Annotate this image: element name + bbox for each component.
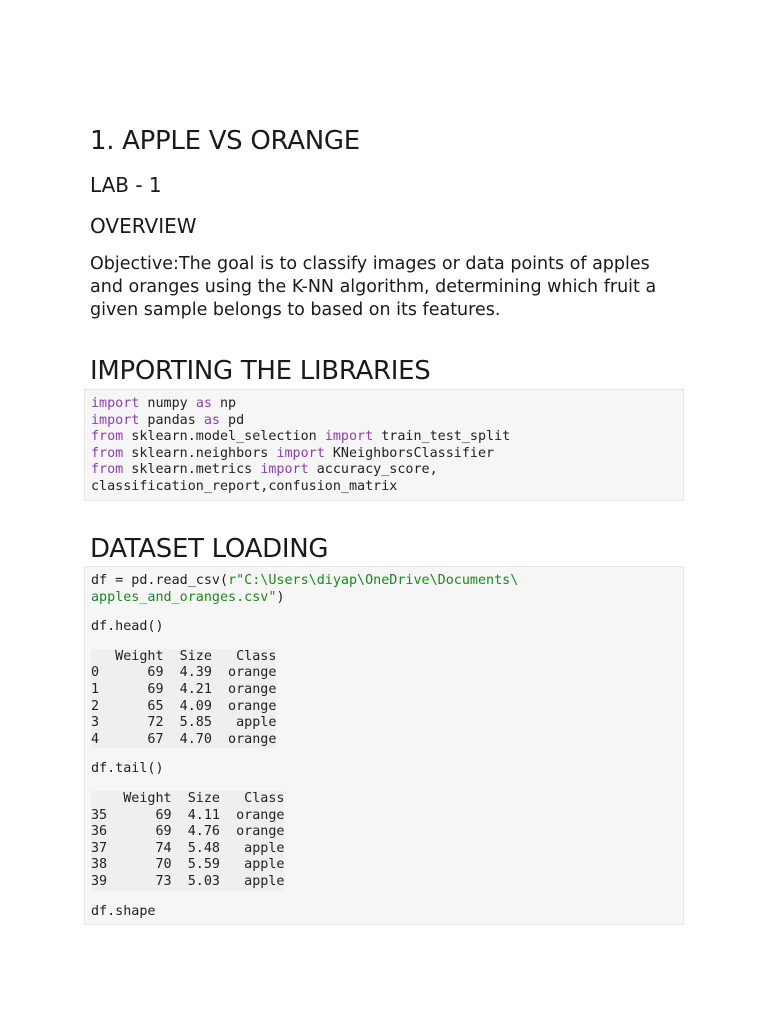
tail-output-table bbox=[91, 791, 284, 891]
lab-label: LAB - 1 bbox=[90, 173, 162, 197]
table-row: 35 69 4.11 orange bbox=[91, 807, 285, 823]
table-row: 3 72 5.85 apple bbox=[91, 715, 277, 731]
section-heading-importing: IMPORTING THE LIBRARIES bbox=[90, 356, 431, 386]
code-line-tail-call: df.tail() bbox=[91, 761, 164, 777]
code-line: classification_report,confusion_matrix bbox=[91, 478, 398, 494]
section-heading-dataset: DATASET LOADING bbox=[90, 534, 329, 564]
table-row: 2 65 4.09 orange bbox=[91, 698, 277, 714]
table-row: Weight Size Class bbox=[91, 790, 285, 806]
code-line-shape-call: df.shape bbox=[91, 903, 156, 919]
objective-paragraph: Objective:The goal is to classify images or data points of apples and oranges using the K-NN algorithm, determining which fruit a given sample belongs to based on its features. bbox=[90, 254, 657, 320]
code-line: from sklearn.neighbors import KNeighborsClassifier bbox=[91, 445, 495, 461]
code-line: import numpy as np bbox=[91, 396, 237, 411]
table-row: 39 73 5.03 apple bbox=[91, 873, 285, 889]
table-row: 38 70 5.59 apple bbox=[91, 857, 285, 873]
head-output-table bbox=[91, 649, 276, 749]
code-cell-dataset bbox=[84, 566, 684, 925]
code-line: from sklearn.model_selection import train_test_split bbox=[91, 429, 511, 445]
overview-heading: OVERVIEW bbox=[90, 214, 197, 238]
code-line: df = pd.read_csv(r"C:\Users\diyap\OneDrive\Documents\ bbox=[91, 573, 519, 588]
table-row: Weight Size Class bbox=[91, 648, 277, 664]
table-row: 1 69 4.21 orange bbox=[91, 681, 277, 697]
code-line: import pandas as pd bbox=[91, 412, 245, 428]
code-line: apples_and_oranges.csv") bbox=[91, 589, 285, 605]
table-row: 37 74 5.48 apple bbox=[91, 840, 285, 856]
code-line: from sklearn.metrics import accuracy_score, bbox=[91, 462, 438, 478]
table-row: 0 69 4.39 orange bbox=[91, 665, 277, 681]
code-line-head-call: df.head() bbox=[91, 619, 164, 635]
table-row: 36 69 4.76 orange bbox=[91, 824, 285, 840]
table-row: 4 67 4.70 orange bbox=[91, 731, 277, 747]
page-title: 1. APPLE VS ORANGE bbox=[90, 126, 360, 156]
code-cell-import bbox=[84, 389, 684, 501]
